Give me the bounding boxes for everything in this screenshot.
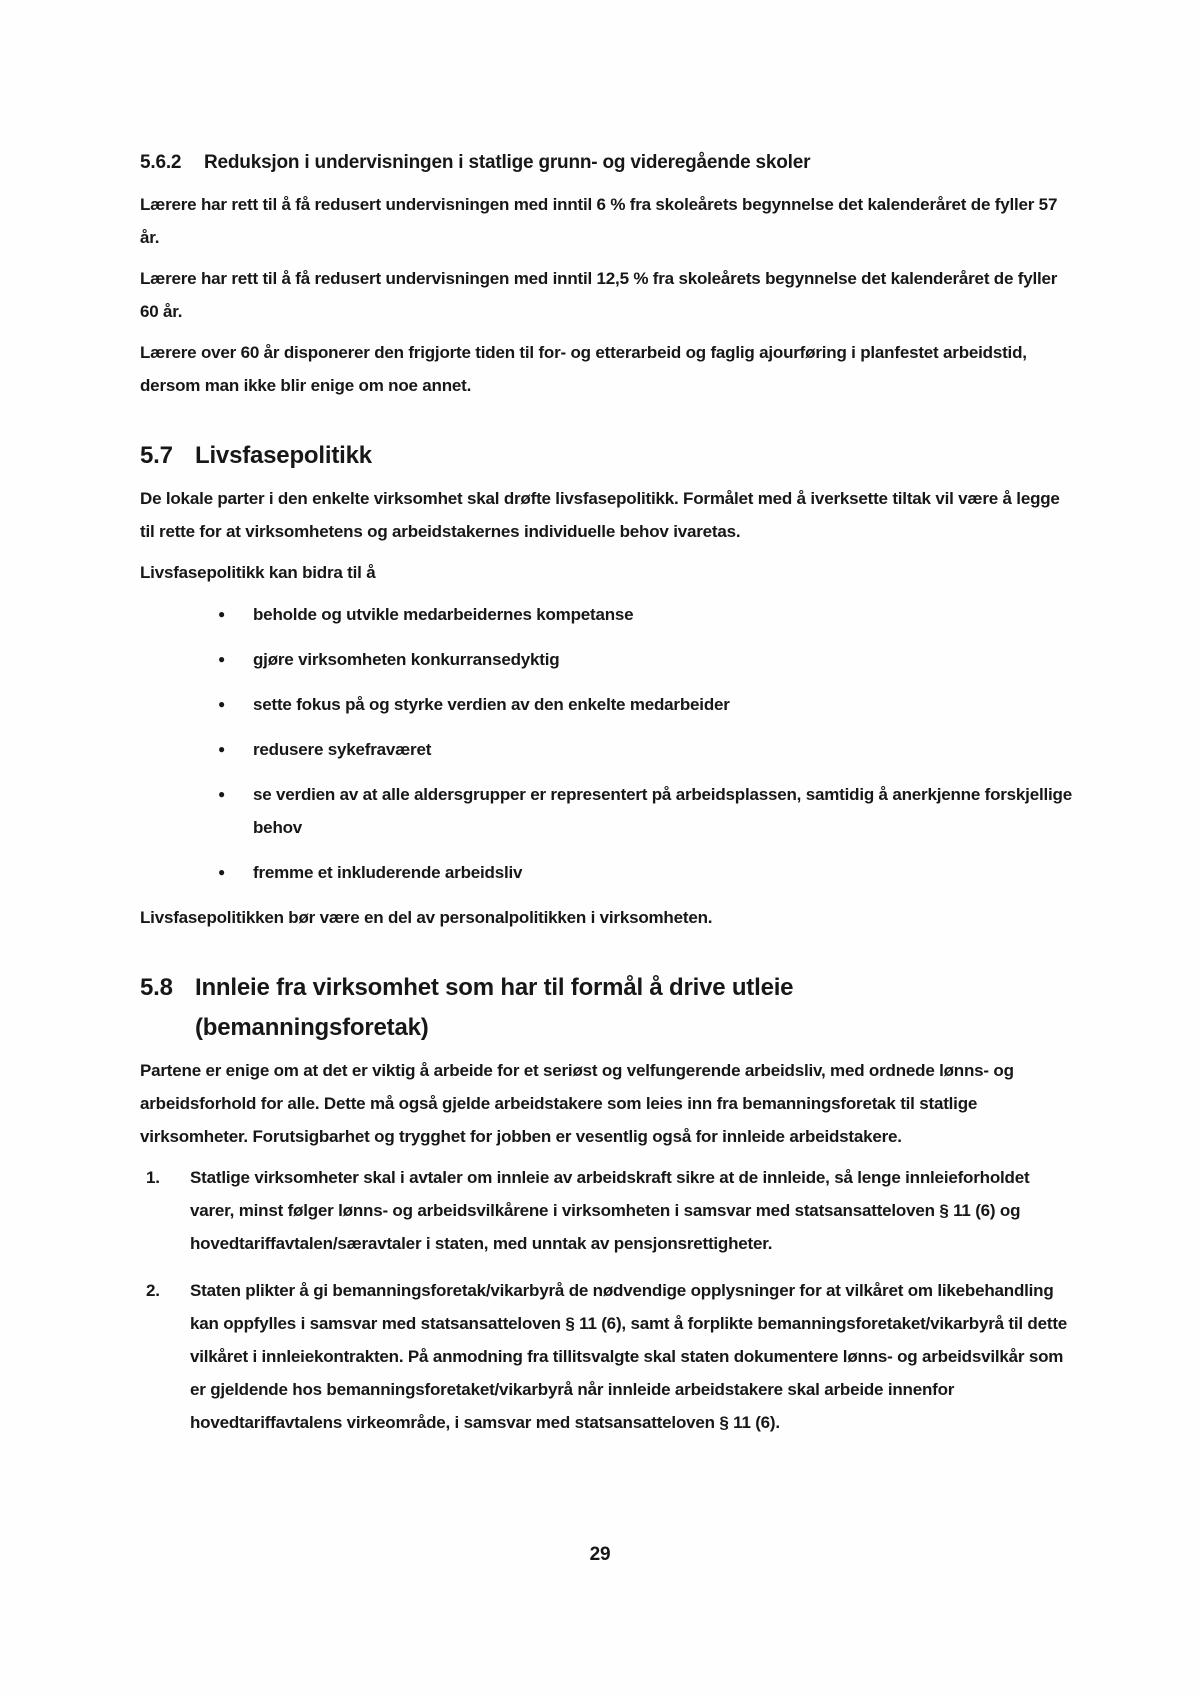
paragraph-reduction-60: Lærere har rett til å få redusert undervisningen med inntil 12,5 % fra skoleårets begynnelse det kalenderåret de fyller 60 år.: [140, 269, 1058, 321]
list-item: [218, 643, 1075, 676]
item-number: 1.: [146, 1168, 160, 1187]
section-5-7: [140, 436, 1075, 934]
list-item-text: gjøre virksomheten konkurransedyktig: [253, 650, 560, 669]
list-item-text: sette fokus på og styrke verdien av den enkelte medarbeider: [253, 695, 730, 714]
numbered-item-text: Statlige virksomheter skal i avtaler om innleie av arbeidskraft sikre at de innleide, så lenge innleieforholdet varer, minst følger lønns- og arbeidsvilkårene i virksomheten i samsvar med statsansatteloven § 11 (6) og hovedtariffavtalen/særavtaler i staten, med unntak av pensjonsrettigheter.: [190, 1168, 1030, 1253]
numbered-item: [146, 1274, 1075, 1439]
bullet-icon: ●: [218, 697, 226, 711]
paragraph-livsfase-outro: Livsfasepolitikken bør være en del av personalpolitikken i virksomheten.: [140, 908, 713, 927]
list-item: [218, 598, 1075, 631]
bullet-icon: ●: [218, 865, 226, 879]
section-5-6-2: [140, 150, 1075, 402]
heading-number: 5.7: [140, 442, 173, 469]
list-item-text: fremme et inkluderende arbeidsliv: [253, 863, 523, 882]
section-5-7-heading: [140, 436, 1075, 476]
innleie-numbered-list: [140, 1161, 1075, 1439]
page-number: 29: [589, 1544, 611, 1565]
bullet-icon: ●: [218, 742, 226, 756]
list-item-text: redusere sykefraværet: [253, 740, 432, 759]
list-item: [218, 733, 1075, 766]
paragraph-livsfase-intro: De lokale parter i den enkelte virksomhet skal drøfte livsfasepolitikk. Formålet med å iverksette tiltak vil være å legge til rette for at virksomhetens og arbeidstakernes individuelle behov ivaretas.: [140, 489, 1060, 541]
list-item: [218, 856, 1075, 889]
heading-number: 5.6.2: [140, 152, 182, 173]
list-item: [218, 688, 1075, 721]
bullet-icon: ●: [218, 652, 226, 666]
list-item-text: beholde og utvikle medarbeidernes kompetanse: [253, 605, 634, 624]
list-item: [218, 778, 1075, 844]
numbered-item-text: Staten plikter å gi bemanningsforetak/vikarbyrå de nødvendige opplysninger for at vilkåret om likebehandling kan oppfylles i samsvar med statsansatteloven § 11 (6), samt å forplikte bemanningsforetaket/vikarbyrå til dette vilkåret i innleiekontrakten. På anmodning fra tillitsvalgte skal staten dokumentere lønns- og arbeidsvilkår som er gjeldende hos bemanningsforetaket/vikarbyrå når innleide arbeidstakere skal arbeide innenfor hovedtariffavtalens virkeområde, i samsvar med statsansatteloven § 11 (6).: [190, 1281, 1068, 1432]
section-5-8: [140, 968, 1075, 1439]
bullet-icon: ●: [218, 787, 226, 801]
heading-number: 5.8: [140, 974, 173, 1001]
section-5-6-2-heading: [140, 150, 1075, 175]
heading-title: Innleie fra virksomhet som har til formål å drive utleie (bemanningsforetak): [195, 974, 794, 1041]
paragraph-teachers-over-60: Lærere over 60 år disponerer den frigjorte tiden til for- og etterarbeid og faglig ajourføring i planfestet arbeidstid, dersom man ikke blir enige om noe annet.: [140, 343, 1027, 395]
numbered-item: [146, 1161, 1075, 1260]
heading-title: Livsfasepolitikk: [195, 442, 372, 469]
paragraph-livsfase-lead: Livsfasepolitikk kan bidra til å: [140, 563, 376, 582]
paragraph-innleie-intro: Partene er enige om at det er viktig å arbeide for et seriøst og velfungerende arbeidsliv, med ordnede lønns- og arbeidsforhold for alle. Dette må også gjelde arbeidstakere som leies inn fra bemanningsforetak til statlige virksomheter. Forutsigbarhet og trygghet for jobben er vesentlig også for innleide arbeidstakere.: [140, 1061, 1014, 1146]
heading-title: Reduksjon i undervisningen i statlige grunn- og videregående skoler: [204, 152, 811, 173]
item-number: 2.: [146, 1281, 160, 1300]
livsfase-bullet-list: [140, 598, 1075, 889]
list-item-text: se verdien av at alle aldersgrupper er representert på arbeidsplassen, samtidig å anerkjenne forskjellige behov: [253, 785, 1072, 837]
section-5-8-heading: [140, 968, 1075, 1048]
paragraph-reduction-57: Lærere har rett til å få redusert undervisningen med inntil 6 % fra skoleårets begynnelse det kalenderåret de fyller 57 år.: [140, 195, 1058, 247]
bullet-icon: ●: [218, 607, 226, 621]
